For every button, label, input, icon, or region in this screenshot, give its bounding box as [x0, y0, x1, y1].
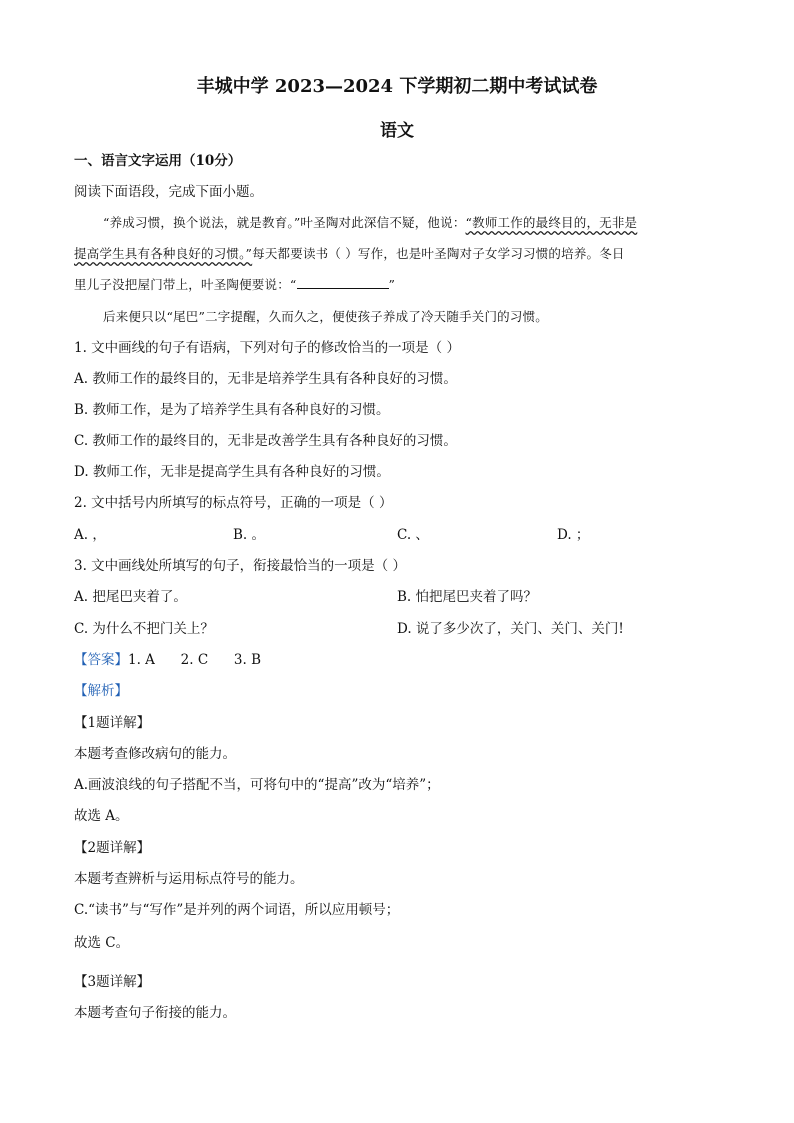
detail-2-line-3: 故选 C。: [74, 935, 130, 951]
passage-line-3: [74, 276, 395, 294]
answer-blank-line: [297, 276, 389, 289]
question-3-option-b: B. 怕把尾巴夹着了吗？: [397, 589, 538, 605]
question-2-option-d: D. ；: [557, 527, 590, 543]
detail-1-heading: 【1题详解】: [74, 715, 151, 731]
passage-line-1-start: “养成习惯，换个说法，就是教育。”叶圣陶对此深信不疑，他说：: [103, 215, 466, 230]
subject-title: 语文: [380, 121, 414, 141]
question-1-stem: 1. 文中画线的句子有语病，下列对句子的修改恰当的一项是（ ）: [74, 340, 460, 356]
question-2-option-b: B. 。: [233, 527, 266, 543]
question-3-option-c: C. 为什么不把门关上？: [74, 621, 214, 637]
question-1-option-a: A. 教师工作的最终目的，无非是培养学生具有各种良好的习惯。: [74, 371, 457, 387]
passage-line-2-rest: 每天都要读书（ ）写作，也是叶圣陶对子女学习习惯的培养。冬日: [252, 246, 625, 261]
passage-line-1: [103, 214, 637, 232]
answer-row: [74, 651, 261, 669]
passage-wavy-sentence-part1: “教师工作的最终目的，无非是: [465, 215, 638, 230]
question-1-option-c: C. 教师工作的最终目的，无非是改善学生具有各种良好的习惯。: [74, 433, 457, 449]
passage-line-3-start: 里儿子没把屋门带上，叶圣陶便要说：“: [74, 277, 297, 292]
passage-line-2: [74, 245, 625, 263]
passage-wavy-sentence-part2: 提高学生具有各种良好的习惯。”: [74, 246, 253, 261]
question-2-option-a: A. ，: [74, 527, 106, 543]
passage-line-4: 后来便只以“尾巴”二字提醒，久而久之，便使孩子养成了冷天随手关门的习惯。: [103, 309, 548, 324]
detail-1-line-1: 本题考查修改病句的能力。: [74, 746, 236, 762]
instruction-text: 阅读下面语段，完成下面小题。: [74, 184, 263, 200]
detail-3-heading: 【3题详解】: [74, 974, 151, 990]
section-heading: 一、语言文字运用（10分）: [74, 153, 242, 169]
detail-2-line-1: 本题考查辨析与运用标点符号的能力。: [74, 871, 304, 887]
passage-line-3-end: ”: [388, 277, 396, 292]
question-3-stem: 3. 文中画线处所填写的句子，衔接最恰当的一项是（ ）: [74, 558, 406, 574]
answer-label: 【答案】: [74, 652, 128, 668]
analysis-label: 【解析】: [74, 683, 128, 699]
detail-2-heading: 【2题详解】: [74, 840, 151, 856]
question-3-option-d: D. 说了多少次了，关门、关门、关门!: [397, 621, 624, 637]
detail-3-line-1: 本题考查句子衔接的能力。: [74, 1005, 236, 1021]
question-2-stem: 2. 文中括号内所填写的标点符号，正确的一项是（ ）: [74, 495, 393, 511]
question-3-option-a: A. 把尾巴夹着了。: [74, 589, 187, 605]
question-1-option-d: D. 教师工作，无非是提高学生具有各种良好的习惯。: [74, 464, 390, 480]
answer-values: 1. A 2. C 3. B: [128, 652, 262, 668]
detail-1-line-2: A.画波浪线的句子搭配不当，可将句中的“提高”改为“培养”；: [74, 777, 440, 793]
exam-title: 丰城中学 2023—2024 下学期初二期中考试试卷: [196, 76, 598, 97]
detail-1-line-3: 故选 A。: [74, 808, 129, 824]
question-2-option-c: C. 、: [397, 527, 429, 543]
question-1-option-b: B. 教师工作，是为了培养学生具有各种良好的习惯。: [74, 402, 390, 418]
detail-2-line-2: C.“读书”与“写作”是并列的两个词语，所以应用顿号；: [74, 902, 400, 918]
